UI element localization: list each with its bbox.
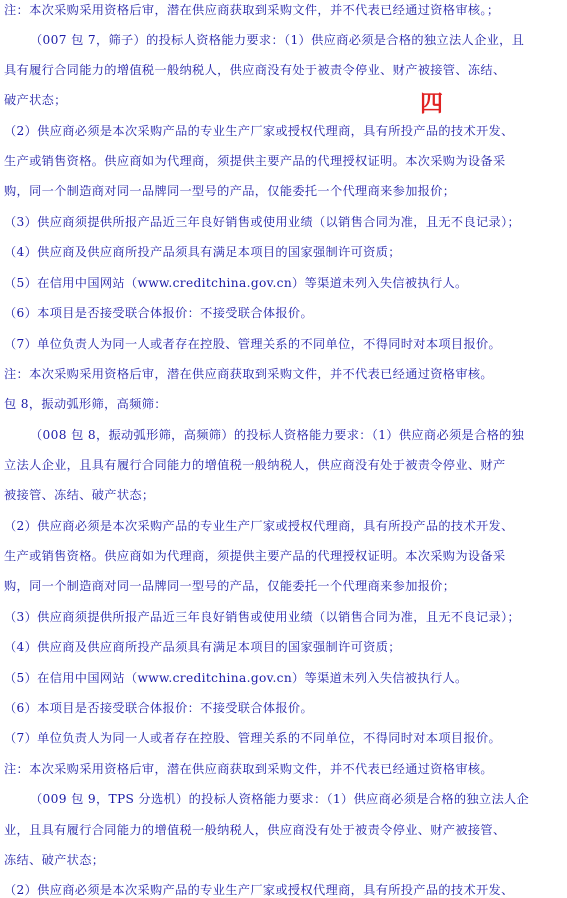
text-line: 被接管、冻结、破产状态； [4,488,155,502]
text-line: 注：本次采购采用资格后审，潜在供应商获取到采购文件，并不代表已经通过资格审核。； [4,3,500,17]
text-line: （2）供应商必须是本次采购产品的专业生产厂家或授权代理商，具有所投产品的技术开发、 [4,883,514,897]
text-line: （009 包 9，TPS 分选机）的投标人资格能力要求：（1）供应商必须是合格的独立法人企 [30,792,530,806]
text-line: （3）供应商须提供所报产品近三年良好销售或使用业绩（以销售合同为准，且无不良记录）； [4,215,521,229]
text-line: 注：本次采购采用资格后审，潜在供应商获取到采购文件，并不代表已经通过资格审核。 [4,762,493,776]
text-line: 购，同一个制造商对同一品牌同一型号的产品，仅能委托一个代理商来参加报价； [4,184,456,198]
text-line: （5）在信用中国网站（www.creditchina.gov.cn）等渠道未列入失信被执行人。 [4,276,468,290]
text-line: 冻结、破产状态； [4,853,105,867]
text-line: 生产或销售资格。供应商如为代理商，须提供主要产品的代理授权证明。本次采购为设备采 [4,154,506,168]
text-line: 包 8，振动弧形筛，高频筛： [4,397,167,411]
text-line: （4）供应商及供应商所投产品须具有满足本项目的国家强制许可资质； [4,640,401,654]
text-line: 业，且具有履行合同能力的增值税一般纳税人，供应商没有处于被责令停业、财产被接管、 [4,823,506,837]
text-line: （6）本项目是否接受联合体报价：不接受联合体报价。 [4,306,314,320]
text-line: （5）在信用中国网站（www.creditchina.gov.cn）等渠道未列入失信被执行人。 [4,671,468,685]
text-line: （4）供应商及供应商所投产品须具有满足本项目的国家强制许可资质； [4,245,401,259]
text-line: 具有履行合同能力的增值税一般纳税人，供应商没有处于被责令停业、财产被接管、冻结、 [4,63,506,77]
text-line: （2）供应商必须是本次采购产品的专业生产厂家或授权代理商，具有所投产品的技术开发、 [4,519,514,533]
text-line: 生产或销售资格。供应商如为代理商，须提供主要产品的代理授权证明。本次采购为设备采 [4,549,506,563]
text-line: 破产状态； [4,93,67,107]
text-line: （3）供应商须提供所报产品近三年良好销售或使用业绩（以销售合同为准，且无不良记录）； [4,610,521,624]
text-line: （7）单位负责人为同一人或者存在控股、管理关系的不同单位，不得同时对本项目报价。 [4,337,502,351]
text-line: （2）供应商必须是本次采购产品的专业生产厂家或授权代理商，具有所投产品的技术开发、 [4,124,514,138]
section-number-stamp: 四 [420,91,443,117]
text-line: （007 包 7，筛子）的投标人资格能力要求：（1）供应商必须是合格的独立法人企业，且 [30,33,525,47]
text-line: （7）单位负责人为同一人或者存在控股、管理关系的不同单位，不得同时对本项目报价。 [4,731,502,745]
text-line: 立法人企业，且具有履行合同能力的增值税一般纳税人，供应商没有处于被责令停业、财产 [4,458,506,472]
text-line: 注：本次采购采用资格后审，潜在供应商获取到采购文件，并不代表已经通过资格审核。 [4,367,493,381]
text-line: （008 包 8，振动弧形筛，高频筛）的投标人资格能力要求：（1）供应商必须是合格的独 [30,428,525,442]
text-line: 购，同一个制造商对同一品牌同一型号的产品，仅能委托一个代理商来参加报价； [4,579,456,593]
text-line: （6）本项目是否接受联合体报价：不接受联合体报价。 [4,701,314,715]
